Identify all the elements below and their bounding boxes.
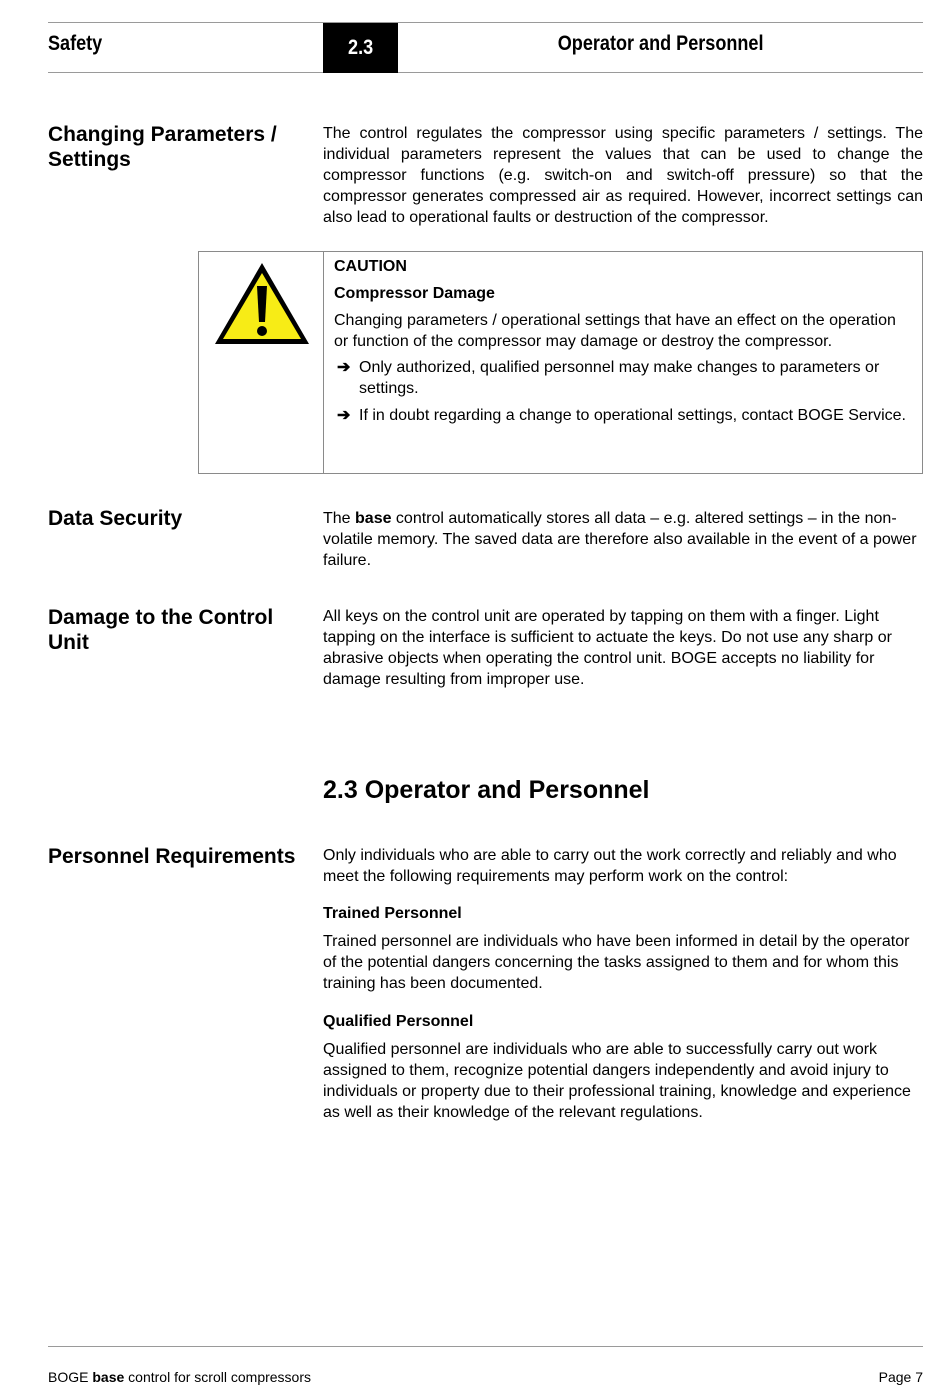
footer-page-number: Page 7 bbox=[878, 1369, 923, 1385]
caution-bullet bbox=[334, 357, 914, 399]
footer-brand: BOGE bbox=[48, 1369, 93, 1385]
data-security-text bbox=[323, 508, 923, 571]
damage-control-unit-paragraph: All keys on the control unit are operated by tapping on them with a finger. Light tapping on the interface is sufficient to actuate the keys. Do not use any sharp or abrasive objects when operating the control unit. BOGE accepts no liability for damage resulting from improper use. bbox=[323, 608, 892, 688]
header-top-rule bbox=[48, 22, 923, 23]
personnel-requirements-intro bbox=[323, 845, 923, 887]
arrow-right-icon: ➔ bbox=[337, 407, 351, 424]
footer-brand-bold: base bbox=[92, 1369, 125, 1385]
damage-control-unit-heading: Damage to the Control Unit bbox=[48, 606, 274, 654]
caution-content bbox=[334, 256, 914, 432]
header-chapter-title bbox=[398, 32, 923, 56]
trained-personnel-paragraph: Trained personnel are individuals who have been informed in detail by the operator of the potential dangers concerning the tasks assigned to them and for whom this training has been documented. bbox=[323, 933, 910, 992]
damage-control-unit-text bbox=[323, 606, 923, 690]
data-security-text-before: The bbox=[323, 510, 356, 527]
footer-document-title bbox=[48, 1369, 311, 1385]
data-security-paragraph bbox=[323, 508, 923, 571]
header-section-number-text: 2.3 bbox=[347, 36, 374, 59]
personnel-requirements-heading: Personnel Requirements bbox=[48, 845, 296, 868]
caution-bullet-text: If in doubt regarding a change to operational settings, contact BOGE Service. bbox=[359, 407, 906, 424]
personnel-requirements-intro-text: Only individuals who are able to carry out the work correctly and reliably and who meet the following requirements may perform work on the control: bbox=[323, 847, 897, 885]
trained-personnel-title: Trained Personnel bbox=[323, 905, 462, 922]
qualified-personnel-title: Qualified Personnel bbox=[323, 1013, 474, 1030]
footer-suffix: control for scroll compressors bbox=[124, 1369, 311, 1385]
caution-divider bbox=[323, 252, 324, 473]
caution-title: Compressor Damage bbox=[334, 285, 495, 302]
footer-rule bbox=[48, 1346, 923, 1347]
header-section-number bbox=[323, 23, 398, 73]
caution-bullet bbox=[334, 405, 914, 426]
header-section-title: Safety bbox=[48, 32, 103, 55]
warning-triangle-icon bbox=[212, 260, 312, 348]
changing-parameters-text bbox=[323, 123, 923, 228]
data-security-heading: Data Security bbox=[48, 507, 183, 530]
section-heading: 2.3 Operator and Personnel bbox=[323, 776, 650, 804]
data-security-text-bold: base bbox=[355, 510, 392, 527]
changing-parameters-paragraph: The control regulates the compressor using specific parameters / settings. The individual parameters represent the values that can be used to change the compressor functions (e.g. switch-on and switch-off pressure) so that the compressor generates compressed air as required. However, incorrect settings can also lead to operational faults or destruction of the compressor. bbox=[323, 125, 923, 226]
data-security-text-after: control automatically stores all data – e.g. altered settings – in the non-volatile memory. The saved data are therefore also available in the event of a power failure. bbox=[323, 510, 917, 569]
trained-personnel-text bbox=[323, 931, 923, 994]
arrow-right-icon: ➔ bbox=[337, 359, 351, 376]
changing-parameters-heading: Changing Parameters / Settings bbox=[48, 123, 277, 171]
caution-label: CAUTION bbox=[334, 258, 407, 275]
caution-box bbox=[198, 251, 923, 474]
header-chapter-title-text: Operator and Personnel bbox=[557, 32, 764, 55]
caution-description: Changing parameters / operational settings that have an effect on the operation or function of the compressor may damage or destroy the compressor. bbox=[334, 312, 896, 350]
qualified-personnel-text bbox=[323, 1039, 923, 1123]
qualified-personnel-paragraph: Qualified personnel are individuals who are able to successfully carry out work assigned to them, recognize potential dangers independently and avoid injury to individuals or property due to their professional training, knowledge and experience as well as their knowledge of the relevant regulations. bbox=[323, 1041, 911, 1121]
caution-bullet-text: Only authorized, qualified personnel may make changes to parameters or settings. bbox=[359, 359, 880, 397]
header-bottom-rule bbox=[48, 72, 923, 73]
